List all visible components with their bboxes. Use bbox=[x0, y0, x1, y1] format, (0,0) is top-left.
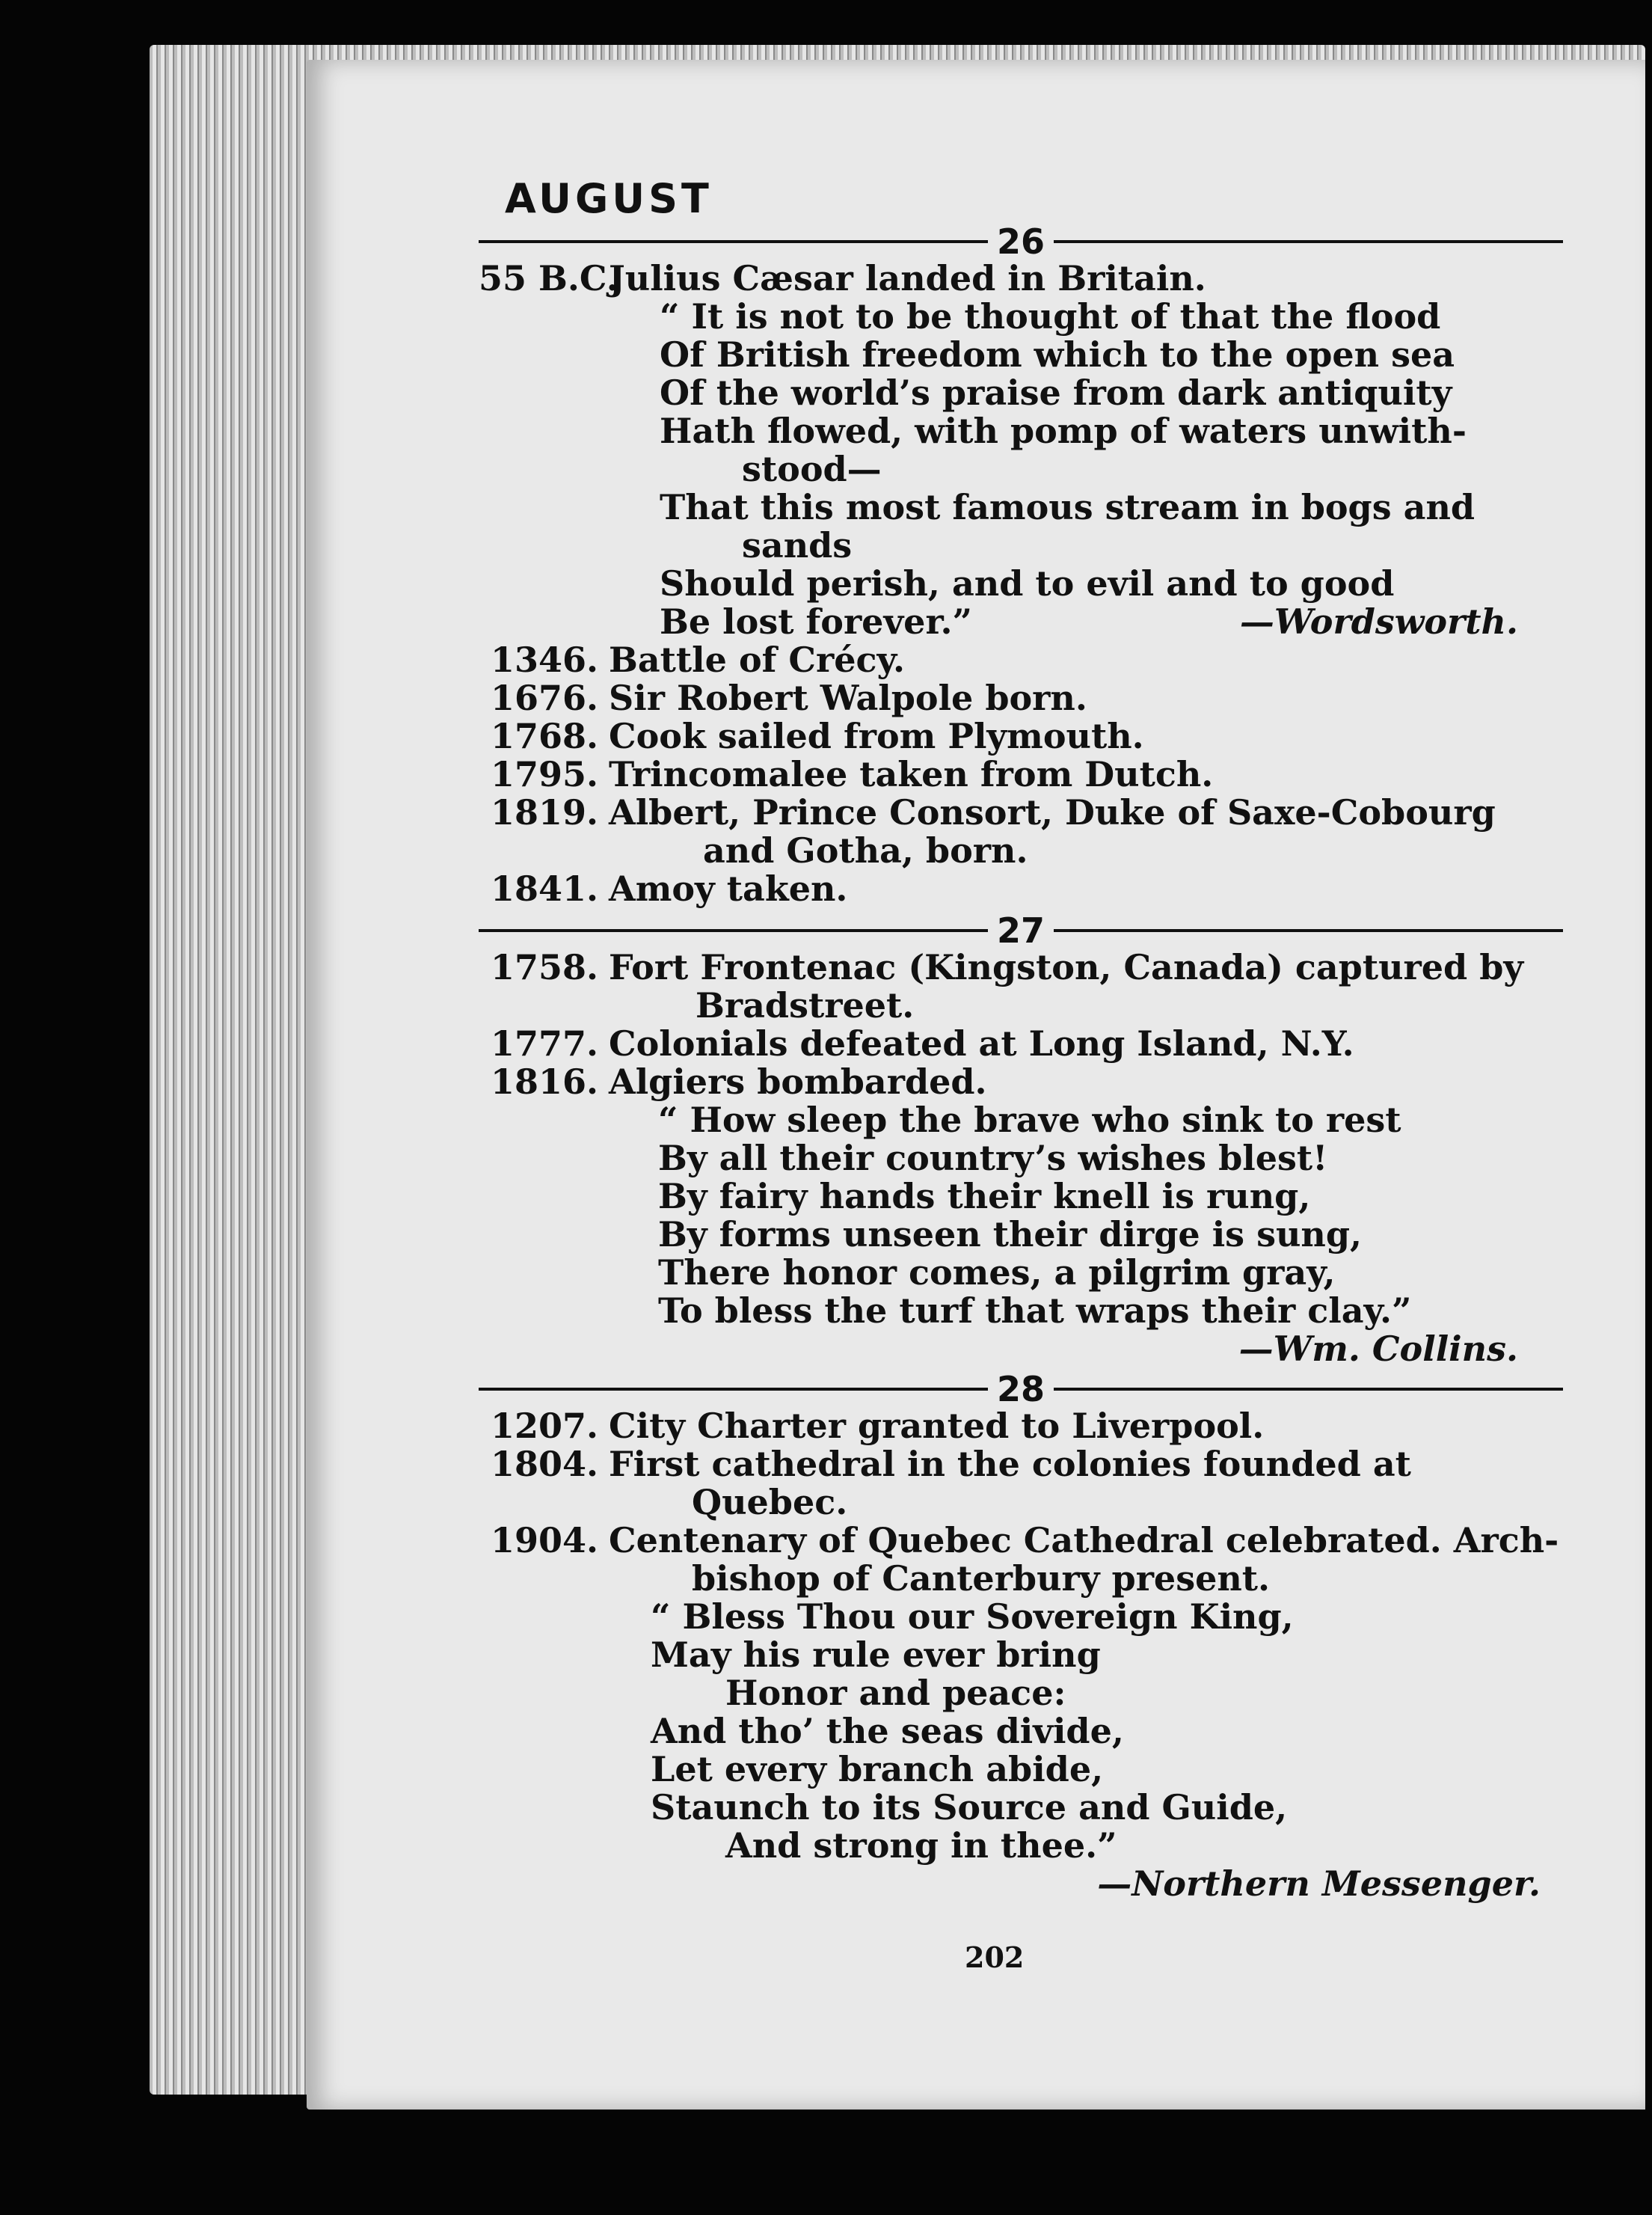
entry bbox=[479, 717, 1563, 756]
entry bbox=[479, 1407, 1563, 1445]
quote-line: And strong in thee.” bbox=[725, 1825, 1117, 1866]
entry-year: 1346. bbox=[490, 640, 598, 680]
entry-text: Sir Robert Walpole born. bbox=[609, 678, 1087, 718]
quote-line: By all their country’s wishes blest! bbox=[658, 1138, 1328, 1178]
entry-text: Centenary of Quebec Cathedral celebrated. Arch- bbox=[609, 1520, 1559, 1560]
entry bbox=[479, 1522, 1563, 1560]
quote-line: Let every branch abide, bbox=[651, 1749, 1104, 1789]
quote-line: Be lost forever.” bbox=[660, 601, 972, 642]
quote-author: —Northern Messenger. bbox=[1097, 1863, 1541, 1904]
entry-continuation: Quebec. bbox=[692, 1482, 848, 1522]
day-number: 27 bbox=[997, 910, 1045, 951]
month-heading: AUGUST bbox=[505, 175, 713, 222]
quote-line: “ How sleep the brave who sink to rest bbox=[658, 1100, 1401, 1140]
entry-text: Colonials defeated at Long Island, N.Y. bbox=[609, 1023, 1354, 1064]
day-number: 28 bbox=[997, 1369, 1045, 1409]
quote-line: Hath flowed, with pomp of waters unwith- bbox=[660, 411, 1467, 451]
entry-text: Amoy taken. bbox=[609, 868, 848, 909]
day-number: 26 bbox=[997, 221, 1045, 262]
entry-text: City Charter granted to Liverpool. bbox=[609, 1406, 1265, 1446]
entry-text: Battle of Crécy. bbox=[609, 640, 906, 680]
entry bbox=[479, 756, 1563, 794]
entry bbox=[479, 260, 1563, 298]
quote-line: There honor comes, a pilgrim gray, bbox=[658, 1252, 1336, 1293]
entry bbox=[479, 1025, 1563, 1063]
entry-continuation: bishop of Canterbury present. bbox=[692, 1558, 1271, 1599]
entry-text: Cook sailed from Plymouth. bbox=[609, 716, 1144, 756]
entry bbox=[479, 794, 1563, 832]
entry-text: Fort Frontenac (Kingston, Canada) captured by bbox=[609, 947, 1524, 987]
entry-text: Julius Cæsar landed in Britain. bbox=[609, 258, 1206, 298]
quote-line: To bless the turf that wraps their clay.” bbox=[658, 1290, 1412, 1331]
entry-year: 1804. bbox=[490, 1444, 598, 1484]
quote-wordsworth bbox=[479, 298, 1563, 641]
entry-year: 1676. bbox=[490, 678, 598, 718]
quote-line: “ Bless Thou our Sovereign King, bbox=[651, 1596, 1294, 1637]
quote-line: Of the world’s praise from dark antiquity bbox=[660, 373, 1452, 413]
quote-line: “ It is not to be thought of that the flood bbox=[660, 296, 1441, 337]
entry-year: 55 B.C. bbox=[479, 258, 618, 298]
quote-line: Staunch to its Source and Guide, bbox=[651, 1787, 1288, 1828]
day-divider-26 bbox=[479, 221, 1563, 262]
entry-continuation: and Gotha, born. bbox=[703, 830, 1028, 871]
entry-year: 1819. bbox=[490, 792, 598, 833]
entry-year: 1207. bbox=[490, 1406, 598, 1446]
day-divider-27 bbox=[479, 910, 1563, 951]
quote-line: Should perish, and to evil and to good bbox=[660, 563, 1395, 604]
entry-year: 1841. bbox=[490, 868, 598, 909]
entry bbox=[479, 679, 1563, 717]
calendar-page-content bbox=[479, 175, 1563, 1904]
quote-line: Honor and peace: bbox=[725, 1673, 1066, 1713]
entry-text: Algiers bombarded. bbox=[609, 1061, 987, 1102]
page-number: 202 bbox=[965, 1940, 1025, 1974]
entry bbox=[479, 1445, 1563, 1483]
entry bbox=[479, 870, 1563, 908]
entry-year: 1758. bbox=[490, 947, 598, 987]
entry-year: 1768. bbox=[490, 716, 598, 756]
entry-year: 1795. bbox=[490, 754, 598, 794]
entry-year: 1904. bbox=[490, 1520, 598, 1560]
quote-line: And tho’ the seas divide, bbox=[651, 1711, 1124, 1751]
entry-continuation: Bradstreet. bbox=[696, 985, 915, 1026]
entry bbox=[479, 641, 1563, 679]
quote-line: That this most famous stream in bogs and bbox=[660, 487, 1476, 527]
quote-line: By fairy hands their knell is rung, bbox=[658, 1176, 1311, 1216]
quote-author: —Wm. Collins. bbox=[1238, 1329, 1518, 1369]
entry bbox=[479, 1063, 1563, 1101]
quote-collins bbox=[479, 1101, 1563, 1330]
day-divider-28 bbox=[479, 1371, 1563, 1407]
entry-text: Albert, Prince Consort, Duke of Saxe-Cobourg bbox=[609, 792, 1496, 833]
entry-text: First cathedral in the colonies founded at bbox=[609, 1444, 1411, 1484]
quote-line: Of British freedom which to the open sea bbox=[660, 334, 1455, 375]
quote-line: sands bbox=[742, 525, 853, 566]
entry-year: 1816. bbox=[490, 1061, 598, 1102]
quote-line: By forms unseen their dirge is sung, bbox=[658, 1214, 1363, 1254]
quote-last-line bbox=[660, 603, 1563, 641]
quote-author: —Wordsworth. bbox=[1239, 601, 1518, 642]
quote-line: May his rule ever bring bbox=[651, 1635, 1101, 1675]
entry-year: 1777. bbox=[490, 1023, 598, 1064]
quote-line: stood— bbox=[742, 449, 882, 489]
quote-northern-messenger bbox=[479, 1598, 1563, 1865]
entry bbox=[479, 949, 1563, 987]
entry-text: Trincomalee taken from Dutch. bbox=[609, 754, 1214, 794]
